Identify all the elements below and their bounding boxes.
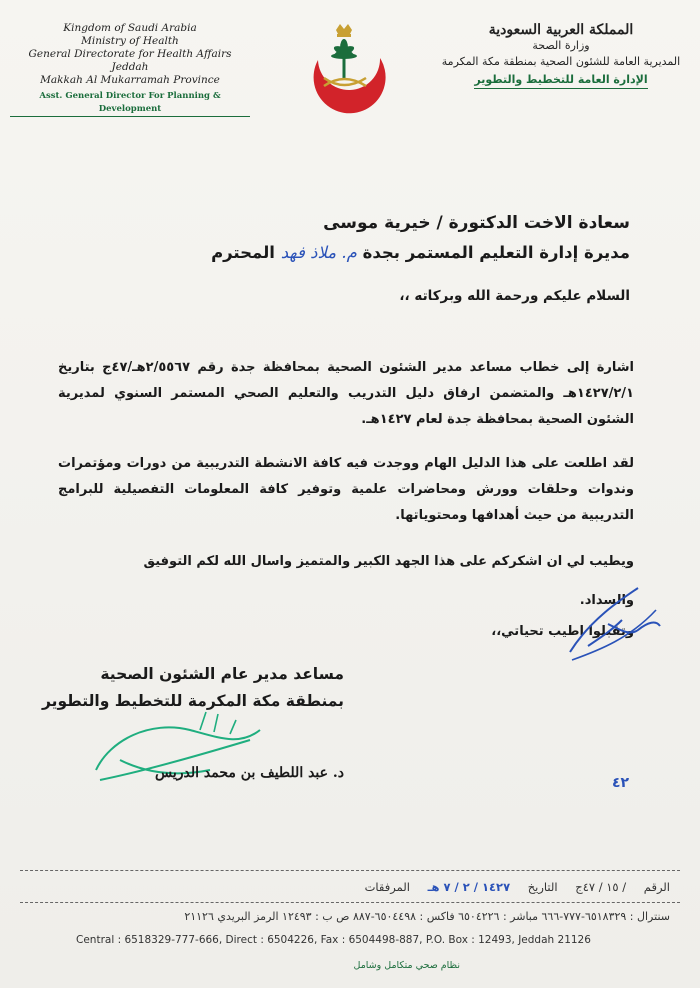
paragraph-regards: وتقبلوا اطيب تحياتي،، bbox=[491, 624, 634, 639]
page-number: ٤٢ bbox=[612, 775, 630, 791]
en-line-1: Kingdom of Saudi Arabia bbox=[63, 22, 197, 34]
footer-divider-top bbox=[20, 870, 680, 871]
paragraph-closing: والسداد. bbox=[579, 593, 634, 608]
signer-title-1: مساعد مدير عام الشئون الصحية bbox=[100, 665, 344, 683]
footer-divider-bottom bbox=[20, 902, 680, 903]
ar-department: الإدارة العامة للتخطيط والتطوير bbox=[474, 72, 647, 89]
recipient-line: سعادة الاخت الدكتورة / خيرية موسى bbox=[323, 213, 630, 233]
en-line-3: General Directorate for Health Affairs Jeddah bbox=[28, 48, 232, 73]
paragraph-reference: اشارة إلى خطاب مساعد مدير الشئون الصحية بمحافظة جدة رقم ٢/٥٥٦٧هـ/٤٧ج بتاريخ ١٤٢٧/٢/١هـ والمتضمن ارفاق دليل التدريب والتعليم الصحي المستمر السنوي لمديرية الشئون الصحية بمحافظة جدة لعام ١٤٢٧هـ. bbox=[58, 360, 634, 427]
english-letterhead bbox=[10, 22, 250, 117]
ar-line-1: المملكة العربية السعودية bbox=[488, 22, 634, 38]
signature-right-icon bbox=[560, 580, 670, 670]
signer-name: د. عبد اللطيف بن محمد الدريس bbox=[155, 765, 344, 781]
date-value: ١٤٢٧ / ٢ / ٧ هـ bbox=[427, 880, 511, 894]
ministry-logo-icon bbox=[296, 22, 396, 122]
attachments-label: المرفقات bbox=[364, 880, 410, 894]
en-line-4: Makkah Al Mukarramah Province bbox=[40, 74, 220, 86]
recipient-title bbox=[211, 243, 630, 262]
ar-line-3: المديرية العامة للشئون الصحية بمنطقة مكة المكرمة bbox=[441, 55, 681, 68]
en-department: Asst. General Director For Planning & Development bbox=[10, 90, 250, 117]
reference-row bbox=[30, 880, 670, 894]
ar-line-2: وزارة الصحة bbox=[532, 39, 590, 52]
paragraph-thanks: ويطيب لي ان اشكركم على هذا الجهد الكبير والمتميز واسال الله لكم التوفيق bbox=[143, 554, 634, 569]
contact-arabic: سنترال : ٦٥١٨٣٢٩-٧٧٧-٦٦٦ مباشر : ٦٥٠٤٢٢٦ فاكس : ٦٥٠٤٤٩٨-٨٨٧ ص ب : ١٢٤٩٣ الرمز البريدي ٢١١٢٦ bbox=[184, 910, 670, 923]
ref-label: الرقم bbox=[643, 880, 670, 894]
en-line-2: Ministry of Health bbox=[81, 35, 179, 47]
paragraph-review: لقد اطلعت على هذا الدليل الهام ووجدت فيه كافة الانشطة التدريبية من دورات ومؤتمرات وندوات وحلقات وورش ومحاضرات علمية وتوفير كافة المعلومات التفصيلية للبرامج التدريبية من حيث أهدافها ومحتوياتها. bbox=[58, 456, 634, 523]
recipient-honorific: المحترم bbox=[211, 243, 275, 262]
handwritten-name: م. ملاذ فهد bbox=[280, 243, 357, 262]
footer-slogan: نظام صحي متكامل وشامل bbox=[353, 960, 460, 971]
ref-value: / ١٥ / ٤٧ج bbox=[575, 880, 627, 894]
date-label: التاريخ bbox=[527, 880, 558, 894]
greeting: السلام عليكم ورحمة الله وبركاته ،، bbox=[399, 288, 630, 304]
recipient-title-prefix: مديرة إدارة التعليم المستمر بجدة bbox=[362, 243, 630, 262]
signer-title-2: بمنطقة مكة المكرمة للتخطيط والتطوير bbox=[41, 692, 344, 710]
arabic-letterhead bbox=[436, 22, 686, 89]
contact-english: Central : 6518329-777-666, Direct : 6504226, Fax : 6504498-887, P.O. Box : 12493, Jeddah 21126 bbox=[76, 934, 591, 946]
